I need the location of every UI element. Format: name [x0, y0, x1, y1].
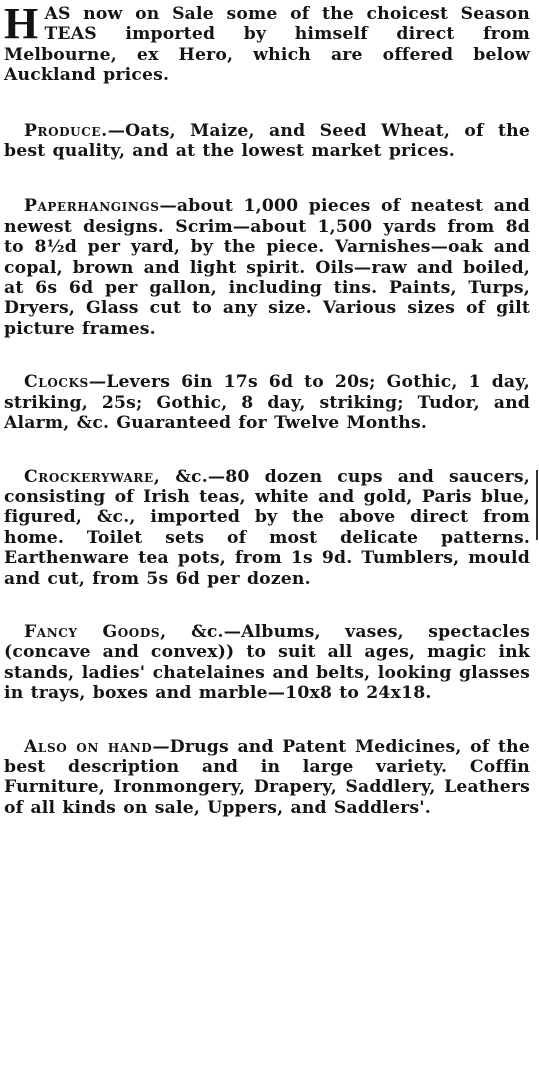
drop-cap-letter: H	[4, 0, 39, 48]
section-text-clocks: —Levers 6in 17s 6d to 20s; Gothic, 1 day, striking, 25s; Gothic, 8 day, striking; Tudor, and Alarm, &c. Guaranteed for Twelve Months.	[4, 372, 530, 434]
section-text-crockeryware: &c.—80 dozen cups and saucers, consisting of Irish teas, white and gold, Paris blue, figured, &c., imported by the above direct from home. Toilet sets of most delicate patterns. Earthenware tea pots, from 1s 9d. Tumblers, mould and cut, from 5s 6d per dozen.	[4, 466, 530, 589]
section-paperhangings	[4, 196, 530, 339]
section-lead-also-on-hand: Also on hand	[24, 736, 153, 757]
section-lead-paperhangings: Paperhangings	[24, 196, 160, 217]
newspaper-advertisement-column	[4, 0, 530, 818]
section-produce	[4, 121, 530, 162]
section-text-fancy-goods: &c.—Albums, vases, spectacles (concave and convex)) to suit all ages, magic ink stands, ladies' chatelaines and belts, looking glasses in trays, boxes and marble—10x8 to 24x18.	[4, 621, 530, 704]
section-text-produce: —Oats, Maize, and Seed Wheat, of the best quality, and at the lowest market prices.	[4, 120, 530, 162]
section-lead-fancy-goods: Fancy Goods,	[24, 621, 167, 642]
section-fancy-goods	[4, 622, 530, 704]
section-also-on-hand	[4, 737, 530, 819]
section-lead-produce: Produce.	[24, 120, 108, 141]
intro-paragraph	[4, 0, 530, 86]
section-clocks	[4, 372, 530, 433]
section-text-paperhangings: —about 1,000 pieces of neatest and newest designs. Scrim—about 1,500 yards from 8d to 8½d per yard, by the piece. Varnishes—oak and copal, brown and light spirit. Oils—raw and boiled, at 6s 6d per gallon, including tins. Paints, Turps, Dryers, Glass cut to any size. Various sizes of gilt picture frames.	[4, 196, 530, 339]
intro-text: AS now on Sale some of the choicest Season TEAS imported by himself direct from Melbourne, ex Hero, which are offered below Auckland prices.	[4, 4, 530, 86]
section-text-also-on-hand: —Drugs and Patent Medicines, of the best description and in large variety. Coffin Furniture, Ironmongery, Drapery, Saddlery, Leathers of all kinds on sale, Uppers, and Saddlers'.	[4, 736, 530, 818]
section-lead-crockeryware: Crockeryware,	[24, 466, 161, 487]
section-lead-clocks: Clocks	[24, 372, 89, 393]
section-crockeryware	[4, 467, 530, 589]
column-edge-rule	[536, 470, 538, 540]
